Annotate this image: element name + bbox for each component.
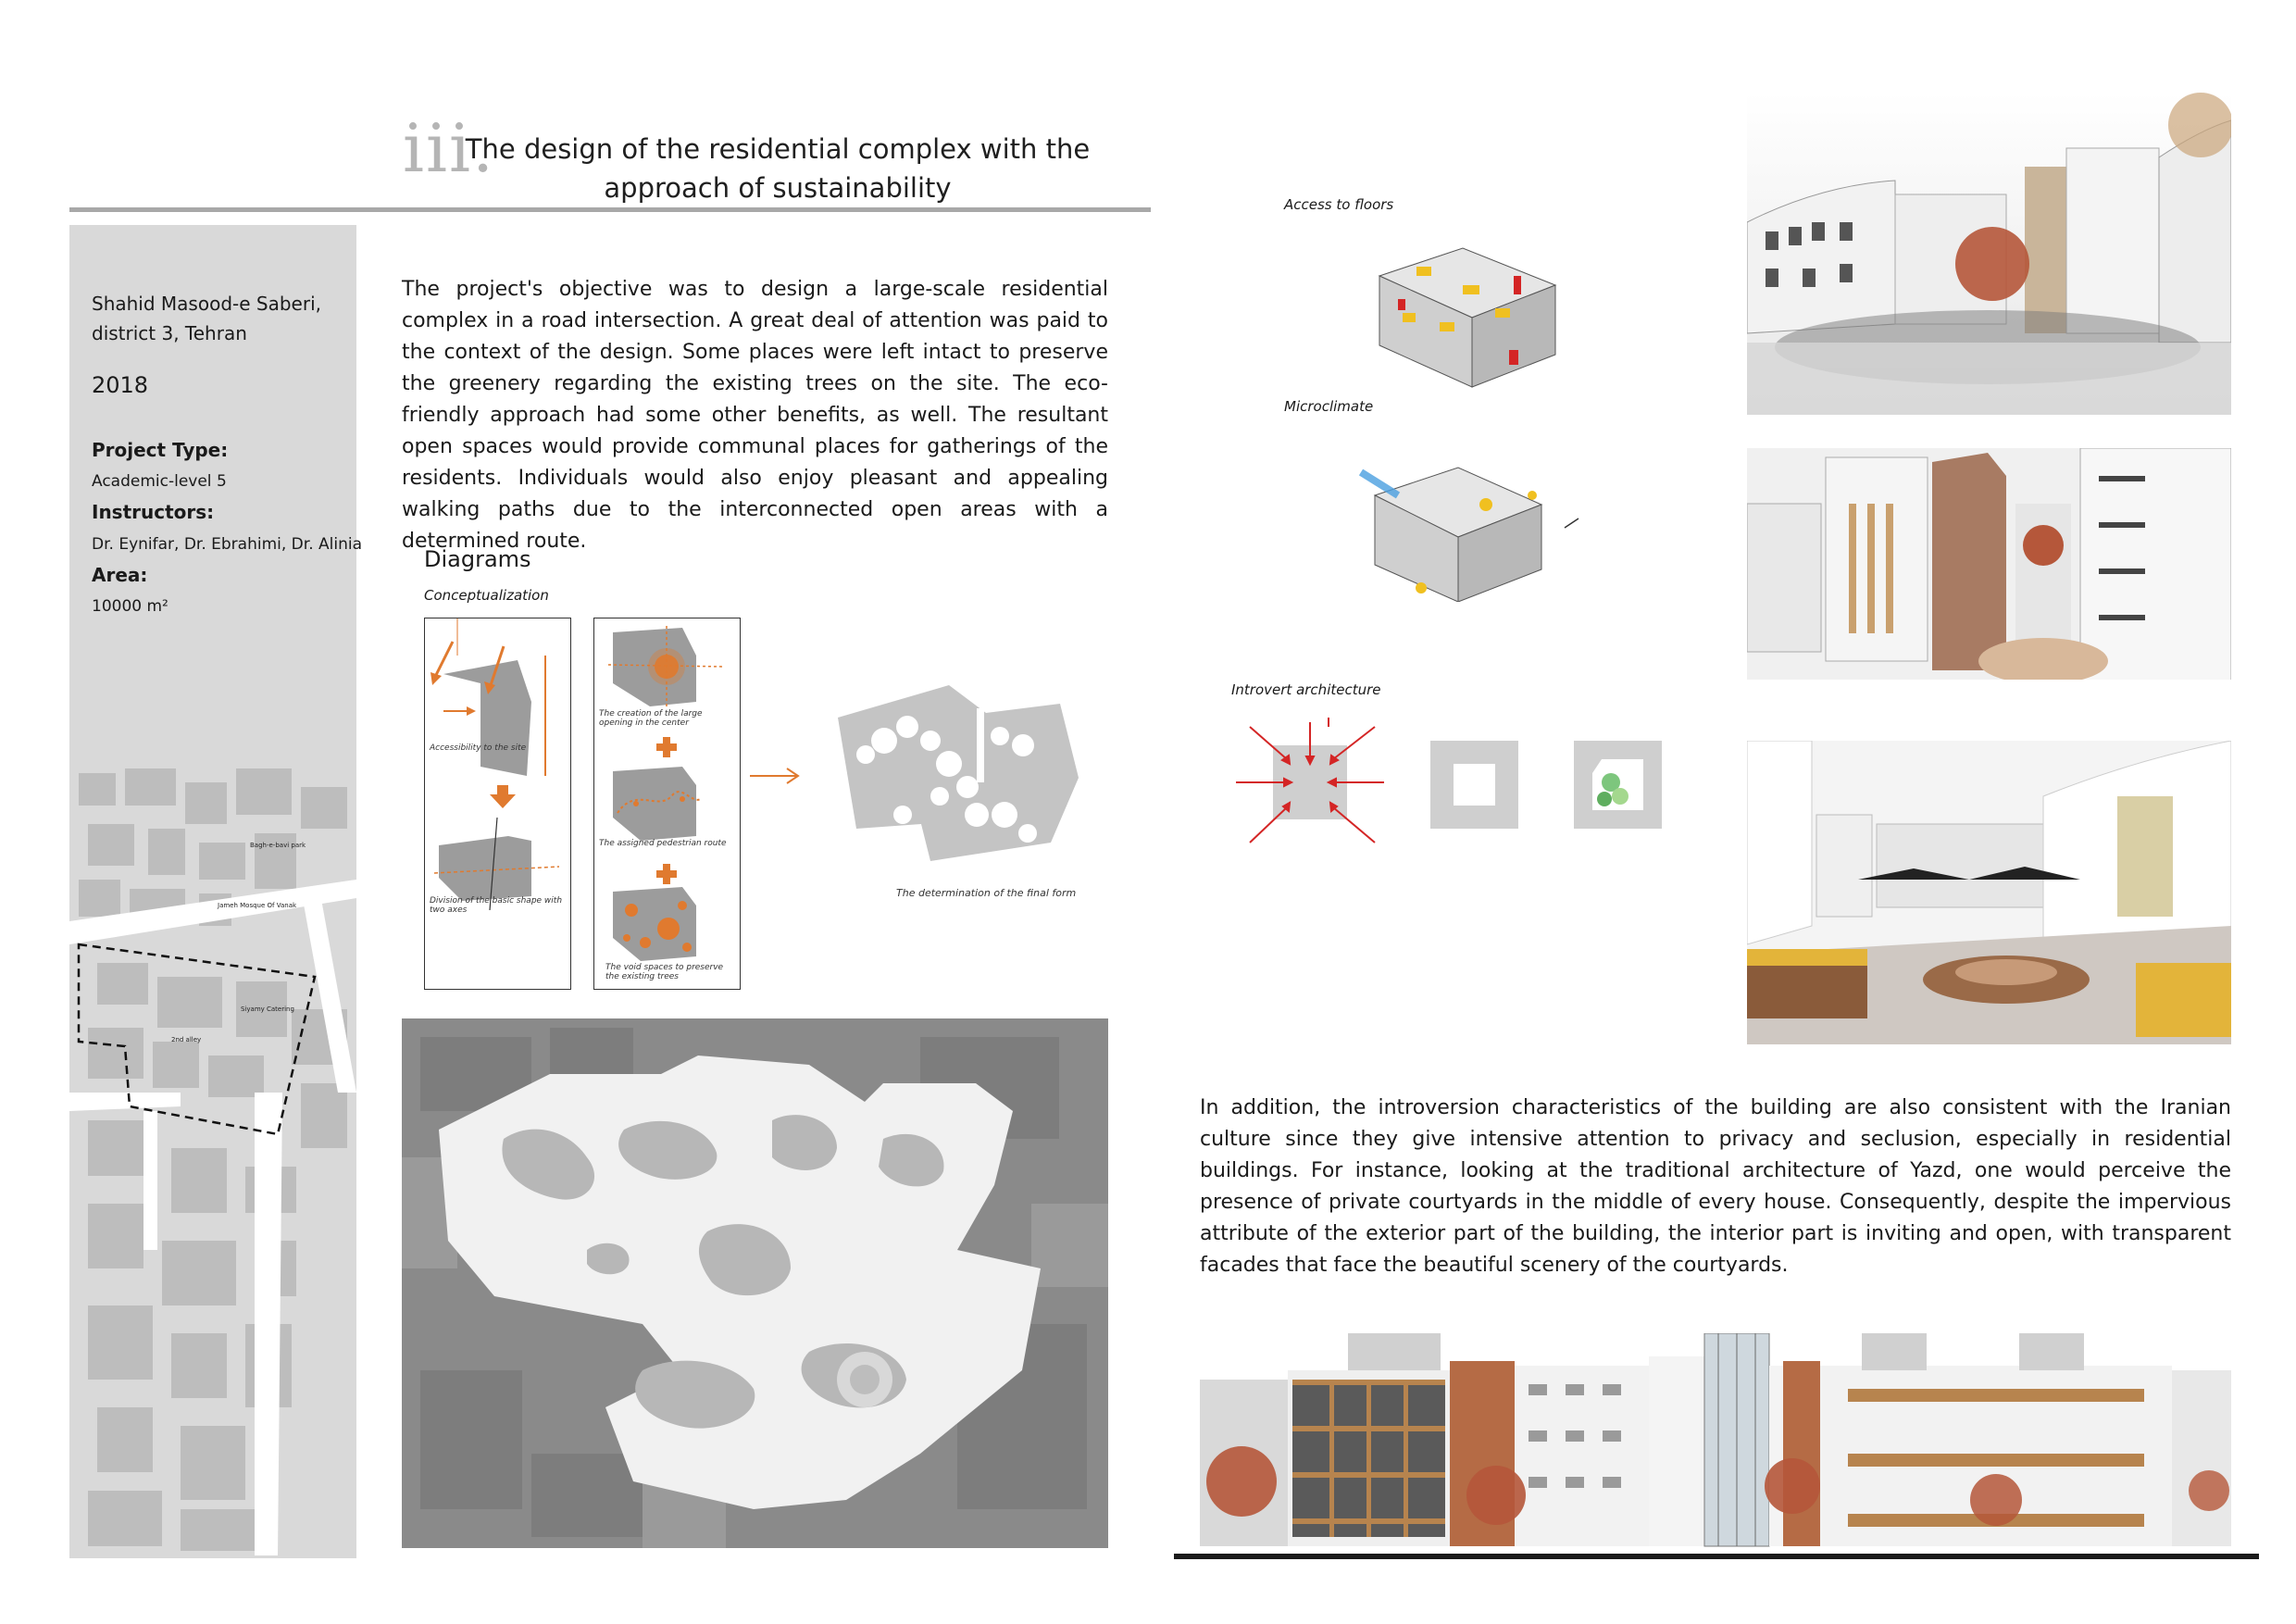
title-divider: [69, 207, 1151, 212]
conceptualization-label: Conceptualization: [424, 587, 549, 604]
final-form-label: The determination of the final form: [896, 887, 1077, 899]
introvert-architecture-label: Introvert architecture: [1231, 681, 1381, 698]
concept-box-2: [593, 618, 741, 990]
area-value: 10000 m²: [92, 597, 168, 616]
area-label: Area:: [92, 564, 148, 586]
diagrams-heading: Diagrams: [424, 546, 531, 572]
project-type-value: Academic-level 5: [92, 472, 227, 491]
project-year: 2018: [92, 372, 149, 398]
project-type-label: Project Type:: [92, 439, 229, 461]
intro-paragraph: The project's objective was to design a large-scale residential complex in a road intersection. A great deal of attention was paid to the context of the design. Some places were left intact to preserve the greenery regarding the existing trees on the site. The eco-friendly approach had some other benefits, as well. The resultant open spaces would provide communal places for gatherings of the residents. Individuals would also enjoy pleasant and appealing walking paths due to the interconnected open areas with a determined route.: [402, 278, 1108, 553]
microclimate-label: Microclimate: [1284, 398, 1374, 415]
project-location: Shahid Masood-e Saberi, district 3, Tehran: [92, 293, 321, 344]
building-elevation: [1200, 1333, 2231, 1555]
render-courtyard-3: [1747, 741, 2231, 1044]
final-form-diagram: [829, 676, 1088, 870]
aerial-massing-model: [402, 1018, 1108, 1548]
arrow-right-icon: [750, 767, 805, 785]
pedestrian-route-label: The assigned pedestrian route: [599, 839, 727, 848]
closing-paragraph: In addition, the introversion characteristics of the building are also consistent with the Iranian culture since they give intensive attention to privacy and seclusion, especially in residential buildings. For instance, looking at the traditional architecture of Yazd, one would perceive the presence of private courtyards in the middle of every house. Consequently, despite the impervious attribute of the exterior part of the building, the interior part is inviting and open, with transparent facades that face the beautiful scenery of the courtyards.: [1200, 1096, 2231, 1277]
introvert-architecture-diagram: [1236, 718, 1671, 852]
render-courtyard-2: [1747, 448, 2231, 722]
map-label-catering: Siyamy Catering: [241, 1006, 294, 1013]
void-spaces-label: The void spaces to preserve the existing trees: [605, 963, 724, 981]
map-label-park: Bagh-e-bavi park: [250, 842, 306, 849]
microclimate-diagram: [1342, 435, 1583, 602]
access-to-floors-label: Access to floors: [1284, 196, 1394, 213]
access-to-floors-diagram: [1352, 230, 1565, 392]
large-opening-label: The creation of the large opening in the center: [599, 709, 703, 728]
title-numeral: iii.: [403, 109, 495, 187]
site-map: [69, 759, 356, 1555]
render-courtyard-1: [1747, 93, 2231, 415]
concept-box-1: [424, 618, 571, 990]
accessibility-label: Accessibility to the site: [430, 743, 527, 753]
elevation-ground-line: [1174, 1554, 2259, 1559]
map-label-alley: 2nd alley: [171, 1036, 202, 1043]
division-label: Division of the basic shape with two axes: [430, 896, 563, 915]
instructors-label: Instructors:: [92, 501, 215, 523]
page-title: The design of the residential complex with the approach of sustainability: [465, 133, 1091, 204]
instructors-value: Dr. Eynifar, Dr. Ebrahimi, Dr. Alinia: [92, 535, 362, 554]
map-label-mosque: Jameh Mosque Of Vanak: [218, 902, 297, 909]
